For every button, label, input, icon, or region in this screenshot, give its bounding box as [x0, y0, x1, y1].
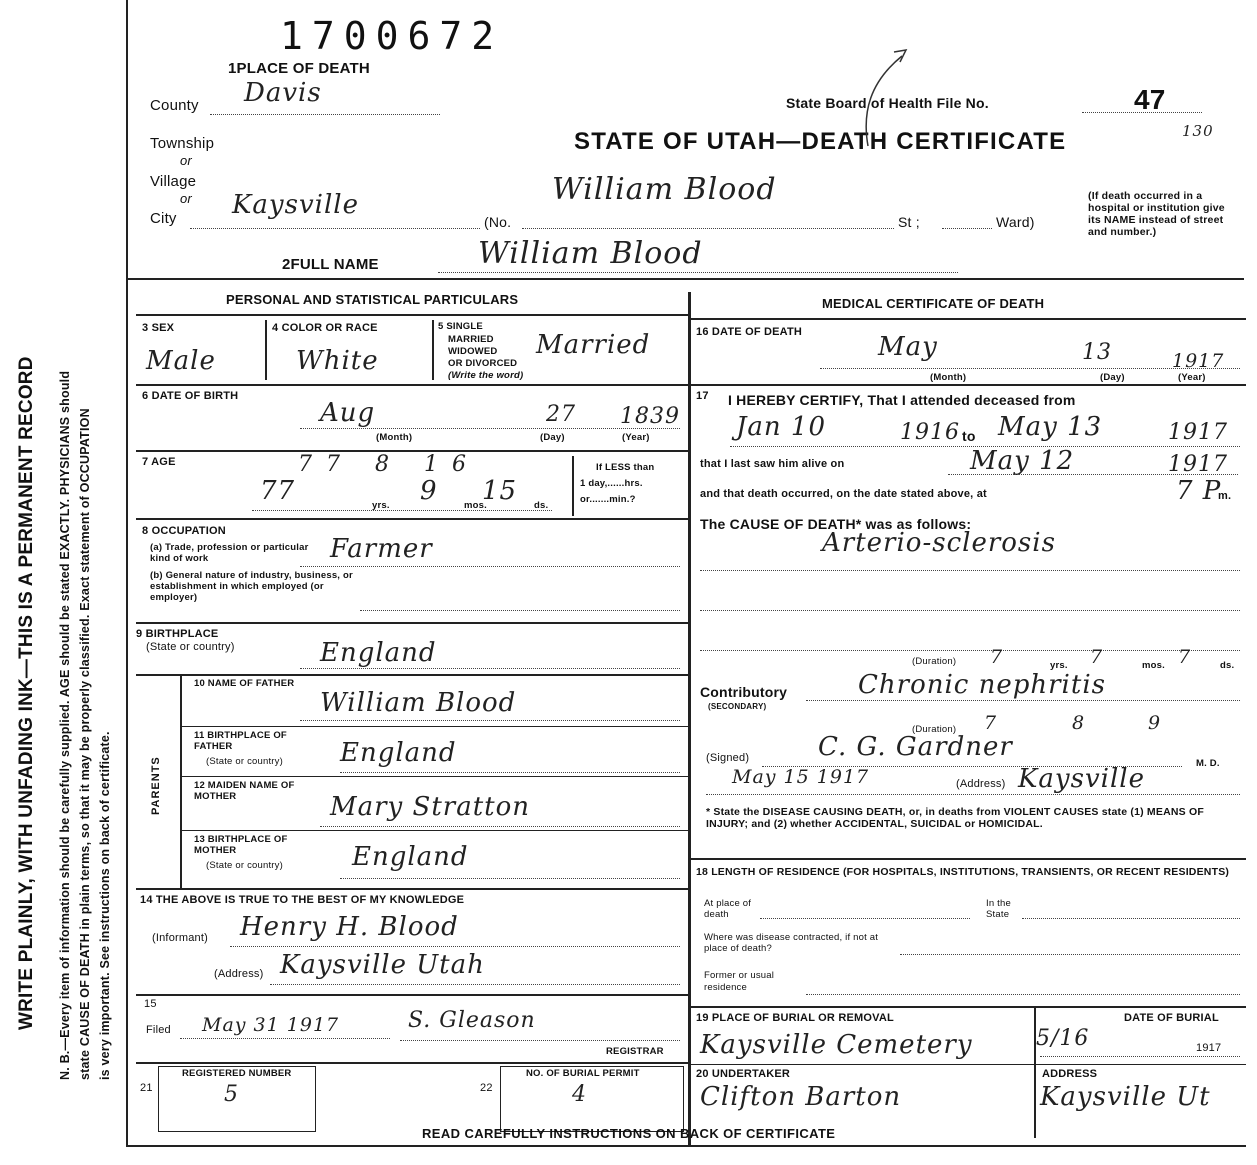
cause-line-1	[700, 570, 1240, 571]
informant-line	[230, 946, 680, 947]
marital-label-1: 5 SINGLE	[438, 321, 483, 332]
undertaker-address-label: ADDRESS	[1042, 1068, 1098, 1080]
dod-year-caption: (Year)	[1178, 372, 1206, 383]
certificate-number: 1700672	[280, 14, 504, 58]
physician-signature: C. G. Gardner	[818, 732, 1013, 762]
or-2: or	[180, 191, 192, 206]
rule-after-sex	[136, 384, 688, 386]
mother-name-line	[320, 826, 680, 827]
city-value: Kaysville	[232, 190, 359, 220]
cause-value: Arterio-sclerosis	[822, 528, 1056, 558]
color-value: White	[296, 346, 379, 376]
dob-year-caption: (Year)	[622, 432, 650, 443]
marital-label-3: WIDOWED	[448, 346, 498, 357]
dod-month: May	[878, 332, 938, 362]
hospital-note: (If death occurred in a hospital or institution give its NAME instead of street and number.)	[1088, 190, 1225, 238]
undertaker-address-value: Kaysville Ut	[1040, 1082, 1211, 1112]
file-number: 47	[1134, 84, 1166, 115]
last-saw-label: that I last saw him alive on	[700, 458, 845, 470]
dod-day: 13	[1082, 340, 1112, 365]
attended-from: Jan 10	[736, 412, 827, 442]
frame-bottom-border	[126, 1145, 1246, 1147]
cause-line-2	[700, 610, 1240, 611]
occupation-label: 8 OCCUPATION	[142, 525, 226, 537]
informant-value: Henry H. Blood	[240, 912, 459, 942]
age-label: 7 AGE	[142, 456, 176, 468]
at-place-label: At place of death	[704, 898, 752, 920]
dod-year: 1917	[1172, 350, 1225, 372]
village-label: Village	[150, 173, 197, 190]
dob-year: 1839	[620, 404, 680, 429]
sex-value: Male	[146, 346, 216, 376]
margin-instruction-2: state CAUSE OF DEATH in plain terms, so that it may be properly classified. Exact statement of OCCUPATION	[78, 408, 92, 1080]
rule-after-filed	[136, 1062, 688, 1064]
informant-address-line	[270, 984, 680, 985]
rule-after-age	[136, 518, 688, 520]
age-correction: 77 8 16	[298, 452, 480, 477]
marital-label-5: (Write the word)	[448, 370, 524, 381]
ds-caption: ds.	[534, 500, 549, 511]
sex-color-divider	[265, 320, 267, 380]
dob-month-caption: (Month)	[376, 432, 413, 443]
parents-divider	[180, 676, 182, 888]
to-label: to	[962, 428, 976, 444]
county-line	[210, 114, 440, 115]
occupation-a: (a) Trade, profession or particular kind of work	[150, 542, 309, 564]
md-label: M. D.	[1196, 758, 1220, 769]
contributory-value: Chronic nephritis	[858, 670, 1106, 700]
frame-left-border	[126, 0, 128, 1145]
item-17: 17	[696, 390, 709, 402]
full-name-value: William Blood	[478, 236, 703, 271]
signed-date: May 15 1917	[732, 766, 870, 788]
occurred-label: and that death occurred, on the date stated above, at	[700, 488, 987, 500]
cause-line-3	[700, 650, 1240, 651]
birthplace-line	[300, 668, 680, 669]
father-name-line	[300, 720, 680, 721]
age-days: 15	[482, 476, 518, 506]
father-birthplace-sub: (State or country)	[206, 756, 283, 767]
physician-address-label: (Address)	[956, 778, 1006, 790]
former-residence-line	[806, 994, 1240, 995]
father-name-value: William Blood	[320, 688, 517, 718]
dob-month: Aug	[320, 398, 376, 428]
father-name-label: 10 NAME OF FATHER	[194, 678, 295, 689]
place-of-death-label: 1PLACE OF DEATH	[228, 60, 370, 77]
township-label: Township	[150, 135, 215, 152]
rule-after-father	[182, 726, 688, 727]
informant-label: (Informant)	[152, 932, 208, 944]
burial-date-label: DATE OF BURIAL	[1124, 1012, 1219, 1024]
physician-address-line	[706, 794, 1240, 795]
burial-year: 1917	[1196, 1042, 1222, 1054]
margin-permanent-record: WRITE PLAINLY, WITH UNFADING INK—THIS IS A PERMANENT RECORD	[16, 356, 37, 1030]
street-line	[522, 228, 894, 229]
duration1-yrs: 7	[990, 646, 1004, 668]
certificate-title: STATE OF UTAH—DEATH CERTIFICATE	[574, 128, 1067, 155]
color-label: 4 COLOR OR RACE	[272, 322, 378, 334]
birthplace-sub: (State or country)	[146, 641, 235, 653]
secondary-label: (SECONDARY)	[708, 702, 767, 711]
duration-label-1: (Duration)	[912, 656, 957, 667]
mother-birthplace-line	[340, 878, 680, 879]
last-saw-value: May 12	[970, 446, 1075, 476]
less-than-2: 1 day,......hrs.	[580, 478, 643, 489]
filed-value: May 31 1917	[202, 1014, 340, 1036]
occupation-line	[300, 566, 680, 567]
burial-permit-label: NO. OF BURIAL PERMIT	[526, 1068, 640, 1079]
item-22: 22	[480, 1082, 493, 1094]
filed-line	[180, 1038, 390, 1039]
rule-after-mother	[182, 830, 688, 831]
dob-label: 6 DATE OF BIRTH	[142, 390, 239, 402]
registrar-line	[400, 1040, 680, 1041]
certify-text: I HEREBY CERTIFY, That I attended deceased from	[728, 392, 1076, 408]
occupation-b: (b) General nature of industry, business, or establishment in which employed (or employer)	[150, 570, 353, 603]
father-birthplace-line	[340, 772, 680, 773]
decedent-name-overwrite: William Blood	[552, 172, 777, 207]
item-15: 15	[144, 998, 157, 1010]
rule-after-birthplace	[136, 674, 688, 676]
mother-birthplace-value: England	[352, 842, 469, 872]
birthplace-value: England	[320, 638, 437, 668]
cause-label: The CAUSE OF DEATH* was as follows:	[700, 516, 972, 532]
sex-label: 3 SEX	[142, 322, 175, 334]
city-line	[190, 228, 480, 229]
state-board-label: State Board of Health File No.	[786, 95, 989, 111]
occupation-value: Farmer	[330, 534, 433, 564]
medical-title-rule	[690, 318, 1246, 320]
undertaker-label: 20 UNDERTAKER	[696, 1068, 791, 1080]
dod-label: 16 DATE OF DEATH	[696, 326, 803, 338]
undertaker-value: Clifton Barton	[700, 1082, 902, 1112]
attended-from-year: 1916	[900, 420, 960, 445]
item-21: 21	[140, 1082, 153, 1094]
registrar-label: REGISTRAR	[606, 1046, 664, 1057]
registered-number-label: REGISTERED NUMBER	[182, 1068, 292, 1079]
rule-after-dod	[690, 384, 1246, 386]
residence-label: 18 LENGTH OF RESIDENCE (FOR HOSPITALS, INSTITUTIONS, TRANSIENTS, OR RECENT RESIDENTS)	[696, 866, 1230, 878]
ward-label: Ward)	[996, 214, 1035, 230]
margin-instruction-1: N. B.—Every item of information should be carefully supplied. AGE should be stated EXACTLY. PHYSICIANS should	[58, 370, 72, 1080]
dod-month-caption: (Month)	[930, 372, 967, 383]
margin-instruction-3: is very important. See instructions on back of certificate.	[98, 731, 112, 1080]
cause-footnote: * State the DISEASE CAUSING DEATH, or, in deaths from VIOLENT CAUSES state (1) MEANS OF INJURY; and (2) whether ACCIDENTAL, SUICIDAL or HOMICIDAL.	[706, 806, 1204, 830]
parents-label: PARENTS	[150, 756, 162, 815]
rule-after-occupation	[136, 622, 688, 624]
last-saw-line	[948, 474, 1238, 475]
duration2-yrs: 7	[984, 712, 998, 734]
mother-birthplace-label: 13 BIRTHPLACE OF MOTHER	[194, 834, 288, 856]
contributory-label: Contributory	[700, 684, 788, 700]
birthplace-label: 9 BIRTHPLACE	[136, 628, 219, 640]
duration-label-2: (Duration)	[912, 724, 957, 735]
county-value: Davis	[244, 78, 322, 108]
rule-after-residence	[690, 1006, 1246, 1008]
margin-number: 130	[1182, 122, 1214, 140]
informant-address-label: (Address)	[214, 968, 264, 980]
physician-address-value: Kaysville	[1018, 764, 1145, 794]
marital-value: Married	[536, 330, 651, 360]
less-than-1: If LESS than	[596, 462, 655, 473]
yrs-caption: yrs.	[372, 500, 390, 511]
rule-after-father-bp	[182, 776, 688, 777]
marital-label-4: OR DIVORCED	[448, 358, 518, 369]
in-state-line	[1022, 918, 1240, 919]
contributory-line	[806, 700, 1240, 701]
contracted-label: Where was disease contracted, if not at place of death?	[704, 932, 879, 954]
contracted-line	[900, 954, 1240, 955]
handwritten-arrow	[850, 42, 920, 152]
rule-after-footnote	[690, 858, 1246, 860]
time-value: 7 P	[1176, 476, 1222, 506]
dod-day-caption: (Day)	[1100, 372, 1125, 383]
rule-after-informant	[136, 994, 688, 996]
or-1: or	[180, 153, 192, 168]
street-no-label: (No.	[484, 214, 512, 230]
true-statement-label: 14 THE ABOVE IS TRUE TO THE BEST OF MY KNOWLEDGE	[140, 894, 465, 906]
marital-label-2: MARRIED	[448, 334, 494, 345]
header-divider	[126, 278, 1244, 280]
dob-line	[300, 428, 680, 429]
center-divider	[688, 292, 691, 1145]
personal-title-rule	[136, 314, 688, 316]
personal-section-title: PERSONAL AND STATISTICAL PARTICULARS	[226, 292, 519, 307]
burial-date-line	[1040, 1056, 1240, 1057]
mother-name-label: 12 MAIDEN NAME OF MOTHER	[194, 780, 295, 802]
age-line	[252, 510, 552, 511]
dob-day-caption: (Day)	[540, 432, 565, 443]
attended-to: May 13	[998, 412, 1103, 442]
rule-after-burial	[690, 1064, 1246, 1065]
age-months: 9	[420, 476, 438, 506]
father-birthplace-label: 11 BIRTHPLACE OF FATHER	[194, 730, 287, 752]
signed-label: (Signed)	[706, 752, 750, 764]
dob-day: 27	[546, 402, 576, 427]
medical-section-title: MEDICAL CERTIFICATE OF DEATH	[822, 296, 1045, 311]
footer-instructions: READ CAREFULLY INSTRUCTIONS ON BACK OF CERTIFICATE	[422, 1126, 836, 1141]
color-marital-divider	[432, 320, 434, 380]
less-than-3: or.......min.?	[580, 494, 636, 505]
duration1-ds: 7	[1178, 646, 1192, 668]
mos-caption: mos.	[464, 500, 487, 511]
filed-label: Filed	[146, 1024, 171, 1036]
registrar-signature: S. Gleason	[408, 1008, 536, 1033]
age-less-divider	[572, 456, 574, 516]
mother-birthplace-sub: (State or country)	[206, 860, 283, 871]
duration1-mos: 7	[1090, 646, 1104, 668]
duration1-mos-cap: mos.	[1142, 660, 1165, 671]
age-years: 77	[260, 476, 296, 506]
at-place-line	[760, 918, 970, 919]
duration2-mos: 8	[1072, 712, 1086, 734]
dod-line	[820, 368, 1240, 369]
street-label: St ;	[898, 214, 920, 230]
ward-line	[942, 228, 992, 229]
m-label: m.	[1218, 490, 1232, 502]
duration2-ds: 9	[1148, 712, 1162, 734]
burial-place-value: Kaysville Cemetery	[700, 1030, 973, 1060]
burial-permit-value: 4	[572, 1082, 587, 1107]
burial-date-value: 5/16	[1036, 1026, 1090, 1051]
last-saw-year: 1917	[1168, 452, 1228, 477]
duration1-ds-cap: ds.	[1220, 660, 1235, 671]
mother-name-value: Mary Stratton	[330, 792, 530, 822]
duration1-yrs-cap: yrs.	[1050, 660, 1068, 671]
industry-line	[360, 610, 680, 611]
attended-to-year: 1917	[1168, 420, 1228, 445]
informant-address-value: Kaysville Utah	[280, 950, 485, 980]
in-state-label: In the State	[986, 898, 1011, 920]
rule-after-parents	[136, 888, 688, 890]
father-birthplace-value: England	[340, 738, 457, 768]
city-label: City	[150, 210, 177, 227]
full-name-line	[438, 272, 958, 273]
county-label: County	[150, 97, 199, 114]
burial-place-label: 19 PLACE OF BURIAL OR REMOVAL	[696, 1012, 894, 1024]
former-residence-label: Former or usual residence	[704, 970, 775, 993]
registered-number-value: 5	[224, 1082, 239, 1107]
full-name-label: 2FULL NAME	[282, 256, 379, 273]
